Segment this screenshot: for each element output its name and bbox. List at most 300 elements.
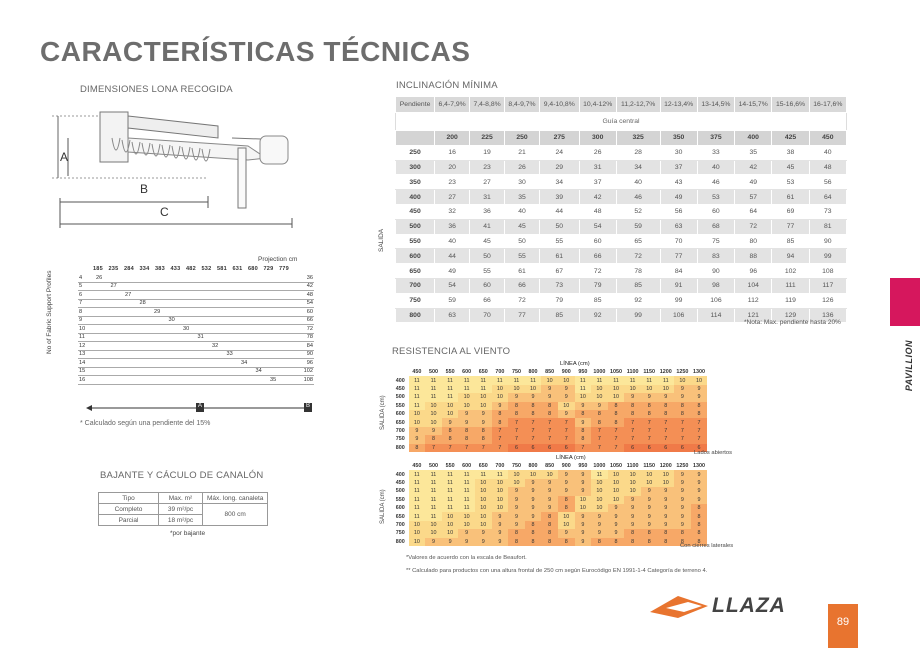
viento-column: 750 [508,462,525,470]
projection-column-label: 581 [217,266,227,273]
viento-cell: 10 [492,504,509,512]
viento-cell: 6 [558,444,575,452]
inclinacion-cell: 32 [435,204,470,219]
inclinacion-cell: 53 [697,190,734,205]
viento-cell: 11 [458,470,475,478]
viento-cell: 8 [575,427,592,435]
viento-cell: 11 [442,496,459,504]
viento-column: 450 [409,368,426,376]
inclinacion-cell: 102 [772,264,809,279]
viento-column: 550 [442,368,459,376]
inclinacion-cell: 59 [435,293,470,308]
inclinacion-cell: 63 [435,308,470,323]
viento-open-caption: Lados abiertos [694,450,733,456]
inclinacion-cell: 56 [660,204,697,219]
viento-cell: 9 [624,496,641,504]
viento-cell: 10 [608,496,625,504]
inclinacion-row [396,175,847,190]
viento-column: 700 [492,462,509,470]
inclinacion-cell: 88 [735,249,772,264]
inclinacion-cell: 94 [772,249,809,264]
viento-closed-row [392,521,707,529]
viento-cell: 9 [541,393,558,401]
projection-row [78,325,314,334]
viento-cell: 9 [492,521,509,529]
viento-cell: 8 [508,410,525,418]
projection-row [78,376,314,385]
canalon-header-max: Max. m² [159,493,203,504]
projection-row-label: 11 [78,333,92,342]
viento-cell: 6 [541,444,558,452]
viento-cell: 9 [558,470,575,478]
viento-cell: 6 [674,444,691,452]
viento-cell: 10 [475,487,492,495]
viento-cell: 10 [458,393,475,401]
projection-row [78,333,314,342]
viento-closed-caption: Con cierres laterales [680,543,734,549]
inclinacion-cell: 34 [539,175,579,190]
viento-closed-row [392,512,707,520]
viento-cell: 11 [409,512,426,520]
inclinacion-cell: 112 [735,293,772,308]
inclinacion-cell: 61 [539,249,579,264]
projection-total: 54 [301,299,314,308]
inclinacion-cell: 19 [470,145,505,160]
viento-open-row [392,418,707,426]
viento-cell: 7 [492,427,509,435]
viento-cell: 7 [492,444,509,452]
viento-column: 850 [541,462,558,470]
salida-value: 750 [396,293,435,308]
inclinacion-cell: 129 [772,308,809,323]
projection-value: 34 [92,359,301,368]
viento-corner [392,368,409,376]
viento-cell: 10 [409,538,426,546]
projection-row [78,367,314,376]
viento-cell: 10 [508,385,525,393]
viento-cell: 7 [541,427,558,435]
viento-column: 500 [425,462,442,470]
viento-cell: 8 [691,504,708,512]
inclinacion-cell: 48 [579,204,616,219]
viento-cell: 11 [442,385,459,393]
viento-column: 1000 [591,368,608,376]
projection-column-label: 631 [232,266,243,273]
guia-column: 275 [539,131,579,146]
inclinacion-cell: 63 [660,219,697,234]
viento-cell: 9 [409,427,426,435]
inclinacion-cell: 42 [735,160,772,175]
viento-cell: 11 [409,479,426,487]
viento-cell: 11 [658,376,675,384]
viento-column: 950 [575,368,592,376]
inclinacion-row [396,234,847,249]
viento-cell: 9 [525,512,542,520]
viento-column: 1300 [691,462,708,470]
inclinacion-cell: 77 [660,249,697,264]
viento-cell: 8 [442,435,459,443]
viento-salida: 450 [392,385,409,393]
viento-cell: 11 [409,385,426,393]
inclinacion-cell: 21 [505,145,540,160]
viento-cell: 10 [624,385,641,393]
viento-salida: 650 [392,512,409,520]
viento-cell: 9 [525,393,542,401]
viento-salida: 600 [392,504,409,512]
viento-cell: 8 [641,402,658,410]
viento-cell: 11 [409,393,426,401]
guia-row [396,113,847,131]
viento-cell: 10 [409,410,426,418]
inclinacion-cell: 26 [579,145,616,160]
viento-cell: 10 [475,496,492,504]
viento-cell: 9 [591,512,608,520]
viento-cell: 9 [641,512,658,520]
viento-cell: 9 [624,393,641,401]
viento-column: 600 [458,368,475,376]
viento-cell: 7 [624,418,641,426]
viento-cell: 11 [409,504,426,512]
inclinacion-cell: 50 [470,249,505,264]
inclinacion-cell: 69 [772,204,809,219]
inclinacion-row [396,278,847,293]
viento-cell: 7 [558,435,575,443]
inclinacion-cell: 33 [697,145,734,160]
inclinacion-cell: 85 [616,278,660,293]
brand-name: LLAZA [712,594,786,617]
viento-cell: 10 [624,479,641,487]
guia-column: 350 [660,131,697,146]
viento-column: 700 [492,368,509,376]
viento-cell: 10 [674,376,691,384]
canalon-max-parcial: 18 m²/pc [159,515,203,526]
viento-column: 1100 [624,462,641,470]
viento-cell: 8 [541,529,558,537]
viento-cell: 9 [658,521,675,529]
viento-cell: 9 [575,402,592,410]
viento-note-1: *Valores de acuerdo con la escala de Beaufort. [406,555,527,561]
viento-column: 850 [541,368,558,376]
viento-cell: 7 [525,427,542,435]
inclinacion-cell: 39 [539,190,579,205]
viento-cell: 9 [492,512,509,520]
inclinacion-cell: 27 [435,190,470,205]
projection-column-label: 235 [108,266,119,273]
inclinacion-cell: 37 [579,175,616,190]
salida-value: 500 [396,219,435,234]
viento-cell: 10 [425,529,442,537]
viento-cell: 10 [492,479,509,487]
inclinacion-cell: 55 [470,264,505,279]
viento-column: 800 [525,368,542,376]
viento-cell: 10 [458,521,475,529]
viento-column: 1000 [591,462,608,470]
viento-cell: 7 [658,435,675,443]
projection-corner [78,265,92,274]
viento-cell: 9 [442,538,459,546]
viento-cell: 8 [575,410,592,418]
viento-salida: 750 [392,435,409,443]
projection-row-label: 4 [78,274,92,283]
projection-marker-a: A [198,403,203,409]
inclinacion-cell: 20 [435,160,470,175]
viento-cell: 9 [525,487,542,495]
inclinacion-cell: 37 [660,160,697,175]
viento-cell: 9 [425,427,442,435]
projection-total: 96 [301,359,314,368]
canalon-header-tipo: Tipo [99,493,159,504]
projection-total: 108 [301,376,314,385]
viento-cell: 10 [591,496,608,504]
canalon-long: 800 cm [203,504,268,526]
viento-cell: 10 [608,487,625,495]
projection-total: 90 [301,350,314,359]
projection-title: Projection cm [258,256,298,263]
projection-column-label: 729 [263,266,274,273]
canalon-table [98,492,268,526]
viento-cell: 10 [591,479,608,487]
viento-cell: 10 [458,402,475,410]
inclinacion-row [396,219,847,234]
inclinacion-cell: 106 [660,308,697,323]
viento-cell: 9 [674,479,691,487]
viento-cell: 8 [691,402,708,410]
viento-closed-row [392,487,707,495]
viento-cell: 11 [492,376,509,384]
inclinacion-cell: 78 [616,264,660,279]
viento-cell: 10 [475,479,492,487]
viento-cell: 8 [475,435,492,443]
viento-cell: 8 [691,529,708,537]
viento-cell: 9 [641,496,658,504]
inclinacion-cell: 61 [772,190,809,205]
guia-label: Guía central [396,113,847,131]
guia-corner [396,131,435,146]
inclinacion-cell: 35 [505,190,540,205]
viento-cell: 11 [475,470,492,478]
viento-cell: 9 [575,487,592,495]
viento-cell: 10 [475,402,492,410]
projection-total: 36 [301,274,314,283]
viento-cell: 7 [558,418,575,426]
viento-cell: 11 [458,504,475,512]
viento-cell: 10 [624,487,641,495]
canalon-max-completo: 39 m²/pc [159,504,203,515]
inclinacion-row [396,204,847,219]
viento-cell: 9 [641,487,658,495]
viento-column: 500 [425,368,442,376]
viento-column: 950 [575,462,592,470]
viento-cell: 9 [608,512,625,520]
inclinacion-cell: 40 [505,204,540,219]
viento-cell: 9 [558,487,575,495]
viento-cell: 9 [442,418,459,426]
viento-cell: 9 [475,410,492,418]
viento-cell: 11 [409,487,426,495]
viento-cell: 6 [624,444,641,452]
inclinacion-cell: 73 [539,278,579,293]
viento-cell: 9 [674,512,691,520]
inclinacion-cell: 96 [735,264,772,279]
viento-cell: 10 [492,496,509,504]
viento-cell: 7 [591,435,608,443]
projection-column-label: 779 [279,266,289,273]
projection-note: * Calculado según una pendiente del 15% [80,420,211,427]
viento-cell: 10 [442,410,459,418]
viento-cell: 9 [658,504,675,512]
inclinacion-row [396,160,847,175]
inclinacion-cell: 52 [616,204,660,219]
viento-cell: 10 [508,479,525,487]
dimension-label-c: C [160,205,169,219]
viento-cell: 9 [641,504,658,512]
inclinacion-cell: 99 [616,308,660,323]
viento-closed-linea-label: LÍNEA (cm) [556,455,586,461]
viento-salida: 500 [392,393,409,401]
viento-cell: 9 [558,479,575,487]
viento-cell: 10 [608,470,625,478]
salida-value: 250 [396,145,435,160]
viento-cell: 7 [674,418,691,426]
viento-cell: 8 [591,538,608,546]
inclinacion-cell: 31 [470,190,505,205]
inclinacion-cell: 70 [470,308,505,323]
inclinacion-cell: 45 [505,219,540,234]
inclinacion-cell: 98 [697,278,734,293]
viento-cell: 10 [458,512,475,520]
projection-row [78,308,314,317]
projection-columns [92,265,314,274]
viento-cell: 10 [658,470,675,478]
viento-cell: 10 [492,487,509,495]
section-bajante-title: BAJANTE Y CÁCULO DE CANALÓN [100,470,264,481]
viento-cell: 7 [575,444,592,452]
viento-cell: 11 [425,393,442,401]
viento-cell: 8 [674,402,691,410]
viento-cell: 9 [475,529,492,537]
inclinacion-cell: 83 [697,249,734,264]
salida-value: 550 [396,234,435,249]
viento-column: 1150 [641,462,658,470]
viento-cell: 7 [558,427,575,435]
awning-diagram [48,98,348,228]
viento-cell: 10 [425,418,442,426]
viento-cell: 10 [442,402,459,410]
viento-cell: 10 [541,470,558,478]
inclinacion-row [396,264,847,279]
viento-closed-row [392,504,707,512]
projection-total: 42 [301,282,314,291]
viento-column: 800 [525,462,542,470]
viento-cell: 7 [525,418,542,426]
viento-cell: 11 [525,376,542,384]
inclinacion-cell: 126 [809,293,846,308]
inclinacion-cell: 61 [505,264,540,279]
inclinacion-row [396,145,847,160]
viento-cell: 7 [508,435,525,443]
viento-cell: 11 [575,376,592,384]
inclinacion-cell: 79 [539,293,579,308]
viento-open-row [392,410,707,418]
inclinacion-cell: 44 [539,204,579,219]
inclinacion-cell: 77 [772,219,809,234]
viento-cell: 10 [641,479,658,487]
viento-cell: 9 [475,418,492,426]
viento-cell: 10 [442,512,459,520]
viento-cell: 10 [409,418,426,426]
projection-row-label: 12 [78,342,92,351]
inclinacion-cell: 55 [505,249,540,264]
viento-column: 600 [458,462,475,470]
inclinacion-cell: 42 [579,190,616,205]
inclinacion-cell: 72 [579,264,616,279]
pendiente-value: 16-17,6% [809,97,846,113]
viento-cell: 10 [658,385,675,393]
viento-cell: 10 [409,529,426,537]
viento-cell: 11 [591,376,608,384]
canalon-note: *por bajante [170,530,206,537]
viento-column: 550 [442,462,459,470]
viento-cell: 11 [641,376,658,384]
viento-cell: 8 [541,538,558,546]
viento-cell: 10 [624,470,641,478]
viento-cell: 8 [691,521,708,529]
viento-cell: 8 [458,427,475,435]
projection-row-label: 8 [78,308,92,317]
inclinacion-cell: 60 [579,234,616,249]
page-title: CARACTERÍSTICAS TÉCNICAS [40,36,471,67]
viento-cell: 10 [575,496,592,504]
viento-open-linea-label: LÍNEA (cm) [560,361,590,367]
viento-cell: 10 [558,376,575,384]
viento-open-row [392,427,707,435]
viento-cell: 10 [475,393,492,401]
viento-column: 1200 [658,462,675,470]
viento-cell: 10 [575,504,592,512]
viento-cell: 8 [691,512,708,520]
guia-column: 450 [809,131,846,146]
viento-cell: 7 [458,444,475,452]
inclinacion-cell: 40 [616,175,660,190]
viento-cell: 11 [458,376,475,384]
inclinacion-cell: 40 [809,145,846,160]
inclinacion-cell: 121 [735,308,772,323]
viento-cell: 9 [541,504,558,512]
viento-cell: 7 [658,427,675,435]
viento-cell: 7 [591,427,608,435]
viento-cell: 8 [525,538,542,546]
viento-cell: 11 [442,487,459,495]
guia-column: 325 [616,131,660,146]
viento-cell: 7 [591,444,608,452]
viento-cell: 7 [608,427,625,435]
viento-cell: 7 [691,418,708,426]
inclinacion-cell: 23 [470,160,505,175]
viento-cell: 10 [591,393,608,401]
viento-cell: 10 [558,512,575,520]
viento-cell: 9 [575,521,592,529]
viento-cell: 8 [608,538,625,546]
viento-salida: 400 [392,376,409,384]
inclinacion-row [396,190,847,205]
inclinacion-cell: 70 [660,234,697,249]
inclinacion-cell: 80 [735,234,772,249]
viento-cell: 10 [591,487,608,495]
section-dimensiones-title: DIMENSIONES LONA RECOGIDA [80,84,233,95]
viento-closed-row [392,529,707,537]
viento-cell: 9 [658,487,675,495]
inclinacion-cell: 60 [470,278,505,293]
